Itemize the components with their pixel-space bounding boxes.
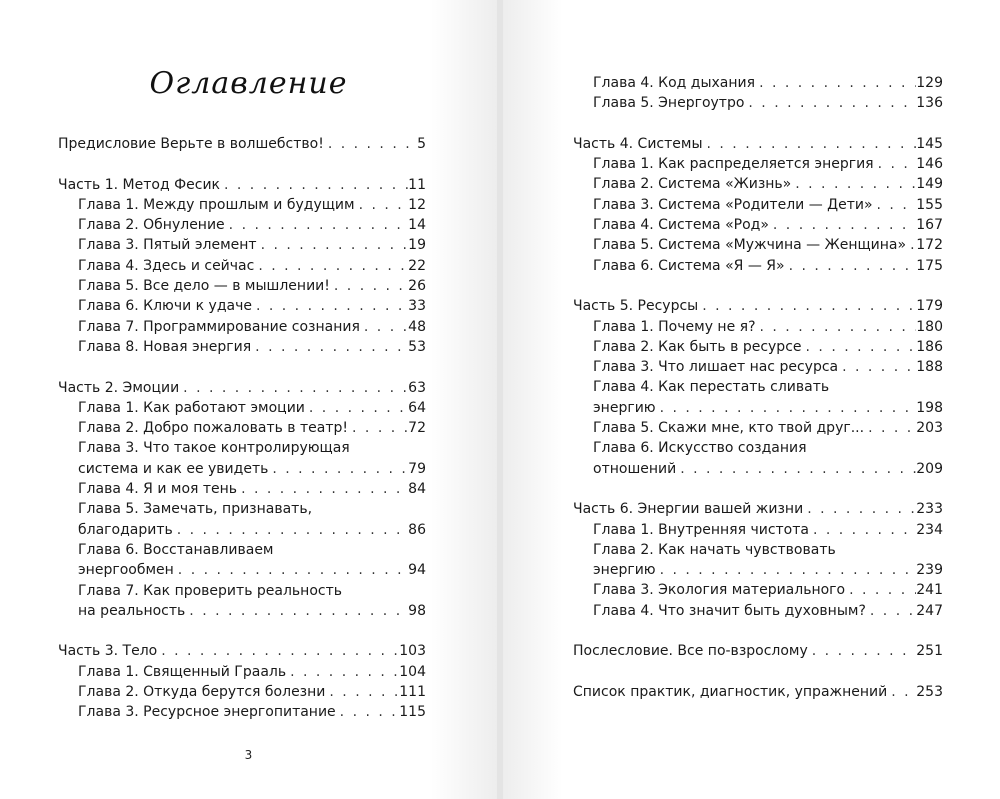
toc-part-entry[interactable] bbox=[573, 296, 943, 316]
toc-chapter-entry[interactable] bbox=[58, 418, 426, 438]
dot-leader bbox=[755, 73, 916, 93]
entry-title-line: Глава 4. Как перестать сливать bbox=[593, 379, 830, 396]
entry-title: Глава 6. Система «Я — Я» bbox=[593, 257, 785, 274]
entry-page-number: 64 bbox=[408, 399, 426, 416]
toc-chapter-entry[interactable] bbox=[573, 377, 943, 418]
dot-leader bbox=[252, 296, 408, 316]
toc-chapter-entry[interactable] bbox=[58, 317, 426, 337]
entry-page-number: 26 bbox=[408, 278, 426, 295]
toc-chapter-entry[interactable] bbox=[573, 601, 943, 621]
entry-page-number: 86 bbox=[408, 521, 426, 538]
entry-title: Глава 2. Откуда берутся болезни bbox=[78, 684, 326, 701]
dot-leader bbox=[887, 682, 916, 702]
toc-chapter-entry[interactable] bbox=[58, 195, 426, 215]
entry-page-number: 94 bbox=[408, 562, 426, 579]
toc-chapter-entry[interactable] bbox=[573, 174, 943, 194]
toc-chapter-entry[interactable] bbox=[573, 357, 943, 377]
dot-leader bbox=[237, 479, 408, 499]
toc-chapter-entry[interactable] bbox=[58, 337, 426, 357]
entry-page-number: 241 bbox=[916, 582, 943, 599]
dot-leader bbox=[174, 560, 408, 580]
entry-title: система и как ее увидеть bbox=[78, 460, 269, 477]
toc-chapter-entry[interactable] bbox=[573, 195, 943, 215]
toc-chapter-entry[interactable] bbox=[58, 682, 426, 702]
dot-leader bbox=[325, 682, 399, 702]
dot-leader bbox=[220, 175, 408, 195]
entry-title: Глава 5. Скажи мне, кто твой друг... bbox=[593, 420, 865, 437]
dot-leader bbox=[866, 601, 916, 621]
toc-spacer bbox=[58, 154, 426, 174]
entry-title: Глава 5. Все дело — в мышлении! bbox=[78, 278, 330, 295]
page-number: 3 bbox=[244, 748, 253, 762]
entry-title: Послесловие. Все по-взрослому bbox=[573, 643, 808, 660]
entry-title: Часть 2. Эмоции bbox=[58, 379, 180, 396]
entry-title: энергию bbox=[593, 399, 656, 416]
dot-leader bbox=[874, 154, 917, 174]
toc-chapter-entry[interactable] bbox=[58, 438, 426, 479]
dot-leader bbox=[802, 337, 917, 357]
toc-part-entry[interactable] bbox=[573, 134, 943, 154]
entry-page-number: 179 bbox=[916, 298, 943, 315]
entry-title: Глава 4. Я и моя тень bbox=[78, 481, 238, 498]
toc-list-right bbox=[573, 73, 943, 702]
entry-page-number: 172 bbox=[916, 237, 943, 254]
entry-page-number: 104 bbox=[399, 663, 426, 680]
entry-page-number: 72 bbox=[408, 420, 426, 437]
entry-page-number: 63 bbox=[408, 379, 426, 396]
dot-leader bbox=[808, 641, 916, 661]
entry-title: Глава 2. Как быть в ресурсе bbox=[593, 338, 802, 355]
entry-page-number: 22 bbox=[408, 257, 426, 274]
toc-chapter-entry[interactable] bbox=[573, 317, 943, 337]
dot-leader bbox=[769, 215, 916, 235]
toc-part-entry[interactable] bbox=[58, 378, 426, 398]
toc-chapter-entry[interactable] bbox=[573, 580, 943, 600]
entry-page-number: 84 bbox=[408, 481, 426, 498]
entry-page-number: 14 bbox=[408, 217, 426, 234]
dot-leader bbox=[906, 235, 916, 255]
entry-page-number: 175 bbox=[916, 257, 943, 274]
entry-page-number: 146 bbox=[916, 156, 943, 173]
entry-title-line: Глава 2. Как начать чувствовать bbox=[593, 541, 836, 558]
page-shadow bbox=[430, 0, 497, 799]
entry-title: Часть 5. Ресурсы bbox=[573, 298, 699, 315]
toc-part-entry[interactable] bbox=[58, 134, 426, 154]
toc-chapter-entry[interactable] bbox=[573, 540, 943, 581]
toc-part-entry[interactable] bbox=[573, 682, 943, 702]
dot-leader bbox=[656, 398, 917, 418]
toc-chapter-entry[interactable] bbox=[58, 540, 426, 581]
entry-page-number: 251 bbox=[916, 643, 943, 660]
toc-part-entry[interactable] bbox=[573, 641, 943, 661]
toc-chapter-entry[interactable] bbox=[58, 215, 426, 235]
dot-leader bbox=[698, 296, 916, 316]
entry-title: Глава 1. Как распределяется энергия bbox=[593, 156, 874, 173]
dot-leader bbox=[336, 702, 400, 722]
dot-leader bbox=[225, 215, 409, 235]
toc-spacer bbox=[573, 662, 943, 682]
entry-title-line: Глава 6. Искусство создания bbox=[593, 440, 807, 457]
entry-title: Часть 1. Метод Фесик bbox=[58, 176, 220, 193]
toc-part-entry[interactable] bbox=[573, 499, 943, 519]
toc-spacer bbox=[573, 114, 943, 134]
entry-title: Глава 2. Система «Жизнь» bbox=[593, 176, 792, 193]
toc-chapter-entry[interactable] bbox=[58, 235, 426, 255]
entry-page-number: 98 bbox=[408, 602, 426, 619]
entry-title: Глава 3. Что лишает нас ресурса bbox=[593, 359, 839, 376]
dot-leader bbox=[157, 641, 399, 661]
entry-page-number: 11 bbox=[408, 176, 426, 193]
dot-leader bbox=[845, 580, 916, 600]
entry-page-number: 247 bbox=[916, 602, 943, 619]
toc-chapter-entry[interactable] bbox=[573, 418, 943, 438]
entry-page-number: 209 bbox=[916, 460, 943, 477]
entry-title: Глава 4. Здесь и сейчас bbox=[78, 257, 255, 274]
entry-title-line: Глава 3. Что такое контролирующая bbox=[78, 440, 350, 457]
entry-page-number: 239 bbox=[916, 562, 943, 579]
entry-title: Часть 4. Системы bbox=[573, 135, 703, 152]
entry-page-number: 155 bbox=[916, 196, 943, 213]
toc-part-entry[interactable] bbox=[58, 641, 426, 661]
dot-leader bbox=[803, 499, 916, 519]
entry-title: Список практик, диагностик, упражнений bbox=[573, 683, 888, 700]
entry-title: Глава 3. Ресурсное энергопитание bbox=[78, 704, 336, 721]
right-page bbox=[503, 0, 1000, 799]
entry-page-number: 33 bbox=[408, 298, 426, 315]
entry-title: Глава 5. Система «Мужчина — Женщина» bbox=[593, 237, 907, 254]
toc-part-entry[interactable] bbox=[58, 175, 426, 195]
entry-page-number: 48 bbox=[408, 318, 426, 335]
entry-page-number: 203 bbox=[916, 420, 943, 437]
entry-page-number: 103 bbox=[399, 643, 426, 660]
entry-title: Глава 6. Ключи к удаче bbox=[78, 298, 252, 315]
toc-chapter-entry[interactable] bbox=[58, 296, 426, 316]
dot-leader bbox=[744, 93, 916, 113]
entry-page-number: 145 bbox=[916, 135, 943, 152]
dot-leader bbox=[268, 459, 408, 479]
dot-leader bbox=[676, 459, 916, 479]
entry-title: Глава 1. Как работают эмоции bbox=[78, 399, 305, 416]
entry-page-number: 136 bbox=[916, 95, 943, 112]
entry-title: Глава 5. Энергоутро bbox=[593, 95, 745, 112]
entry-title: энергообмен bbox=[78, 562, 174, 579]
dot-leader bbox=[785, 256, 917, 276]
dot-leader bbox=[809, 520, 916, 540]
toc-chapter-entry[interactable] bbox=[58, 398, 426, 418]
dot-leader bbox=[656, 560, 917, 580]
toc-chapter-entry[interactable] bbox=[58, 256, 426, 276]
entry-title: Глава 3. Экология материального bbox=[593, 582, 846, 599]
entry-title: отношений bbox=[593, 460, 677, 477]
toc-chapter-entry[interactable] bbox=[573, 438, 943, 479]
entry-title: Глава 8. Новая энергия bbox=[78, 338, 252, 355]
entry-title: Часть 3. Тело bbox=[58, 643, 158, 660]
page-shadow bbox=[503, 0, 563, 799]
entry-page-number: 19 bbox=[408, 237, 426, 254]
toc-chapter-entry[interactable] bbox=[573, 93, 943, 113]
entry-page-number: 53 bbox=[408, 338, 426, 355]
toc-chapter-entry[interactable] bbox=[573, 520, 943, 540]
entry-page-number: 233 bbox=[916, 501, 943, 518]
entry-title: Глава 4. Система «Род» bbox=[593, 217, 769, 234]
dot-leader bbox=[173, 520, 408, 540]
dot-leader bbox=[348, 418, 408, 438]
dot-leader bbox=[179, 378, 408, 398]
toc-list-left bbox=[58, 134, 426, 723]
entry-page-number: 149 bbox=[916, 176, 943, 193]
dot-leader bbox=[185, 601, 408, 621]
dot-leader bbox=[864, 418, 916, 438]
entry-page-number: 79 bbox=[408, 460, 426, 477]
entry-page-number: 234 bbox=[916, 521, 943, 538]
toc-chapter-entry[interactable] bbox=[573, 337, 943, 357]
entry-title: Глава 3. Пятый элемент bbox=[78, 237, 257, 254]
entry-page-number: 12 bbox=[408, 196, 426, 213]
dot-leader bbox=[257, 235, 409, 255]
entry-page-number: 115 bbox=[399, 704, 426, 721]
entry-title: Глава 4. Код дыхания bbox=[593, 75, 756, 91]
entry-title-line: Глава 5. Замечать, признавать, bbox=[78, 501, 313, 518]
dot-leader bbox=[756, 317, 917, 337]
toc-spacer bbox=[58, 621, 426, 641]
toc-chapter-entry[interactable] bbox=[58, 581, 426, 622]
dot-leader bbox=[305, 398, 408, 418]
entry-title: Глава 2. Обнуление bbox=[78, 217, 225, 234]
entry-title: на реальность bbox=[78, 602, 186, 619]
entry-title-line: Глава 7. Как проверить реальность bbox=[78, 582, 342, 599]
dot-leader bbox=[838, 357, 916, 377]
toc-chapter-entry[interactable] bbox=[573, 215, 943, 235]
entry-title: Глава 7. Программирование сознания bbox=[78, 318, 360, 335]
toc-spacer bbox=[573, 621, 943, 641]
entry-title: Глава 3. Система «Родители — Дети» bbox=[593, 196, 873, 213]
toc-chapter-entry[interactable] bbox=[573, 256, 943, 276]
dot-leader bbox=[254, 256, 408, 276]
dot-leader bbox=[703, 134, 917, 154]
entry-title: Глава 1. Почему не я? bbox=[593, 318, 756, 335]
entry-page-number: 198 bbox=[916, 399, 943, 416]
toc-spacer bbox=[58, 357, 426, 377]
toc-chapter-entry[interactable] bbox=[573, 73, 943, 93]
entry-page-number: 253 bbox=[916, 683, 943, 700]
dot-leader bbox=[791, 174, 916, 194]
toc-chapter-entry[interactable] bbox=[58, 276, 426, 296]
toc-chapter-entry[interactable] bbox=[58, 702, 426, 722]
dot-leader bbox=[873, 195, 917, 215]
dot-leader bbox=[360, 317, 408, 337]
toc-heading: Оглавление bbox=[149, 66, 348, 101]
toc-chapter-entry[interactable] bbox=[573, 235, 943, 255]
entry-title: энергию bbox=[593, 562, 656, 579]
entry-page-number: 5 bbox=[417, 136, 426, 152]
entry-title-line: Глава 6. Восстанавливаем bbox=[78, 541, 274, 558]
entry-page-number: 167 bbox=[916, 217, 943, 234]
entry-title: Глава 4. Что значит быть духовным? bbox=[593, 602, 866, 619]
toc-spacer bbox=[573, 276, 943, 296]
dot-leader bbox=[286, 662, 399, 682]
entry-page-number: 180 bbox=[916, 318, 943, 335]
entry-page-number: 188 bbox=[916, 359, 943, 376]
entry-title: Предисловие Верьте в волшебство! bbox=[58, 136, 324, 152]
entry-title: Глава 1. Между прошлым и будущим bbox=[78, 196, 355, 213]
toc-chapter-entry[interactable] bbox=[58, 662, 426, 682]
entry-title: Часть 6. Энергии вашей жизни bbox=[573, 501, 804, 518]
entry-title: Глава 1. Внутренняя чистота bbox=[593, 521, 809, 538]
dot-leader bbox=[355, 195, 409, 215]
entry-page-number: 111 bbox=[399, 684, 426, 701]
entry-page-number: 129 bbox=[916, 75, 943, 91]
entry-title: Глава 2. Добро пожаловать в театр! bbox=[78, 420, 349, 437]
toc-chapter-entry[interactable] bbox=[58, 499, 426, 540]
toc-chapter-entry[interactable] bbox=[58, 479, 426, 499]
toc-chapter-entry[interactable] bbox=[573, 154, 943, 174]
toc-spacer bbox=[573, 479, 943, 499]
dot-leader bbox=[251, 337, 408, 357]
left-page bbox=[0, 0, 497, 799]
entry-title: благодарить bbox=[78, 521, 173, 538]
dot-leader bbox=[330, 276, 408, 296]
entry-title: Глава 1. Священный Грааль bbox=[78, 663, 287, 680]
dot-leader bbox=[324, 134, 417, 154]
entry-page-number: 186 bbox=[916, 338, 943, 355]
